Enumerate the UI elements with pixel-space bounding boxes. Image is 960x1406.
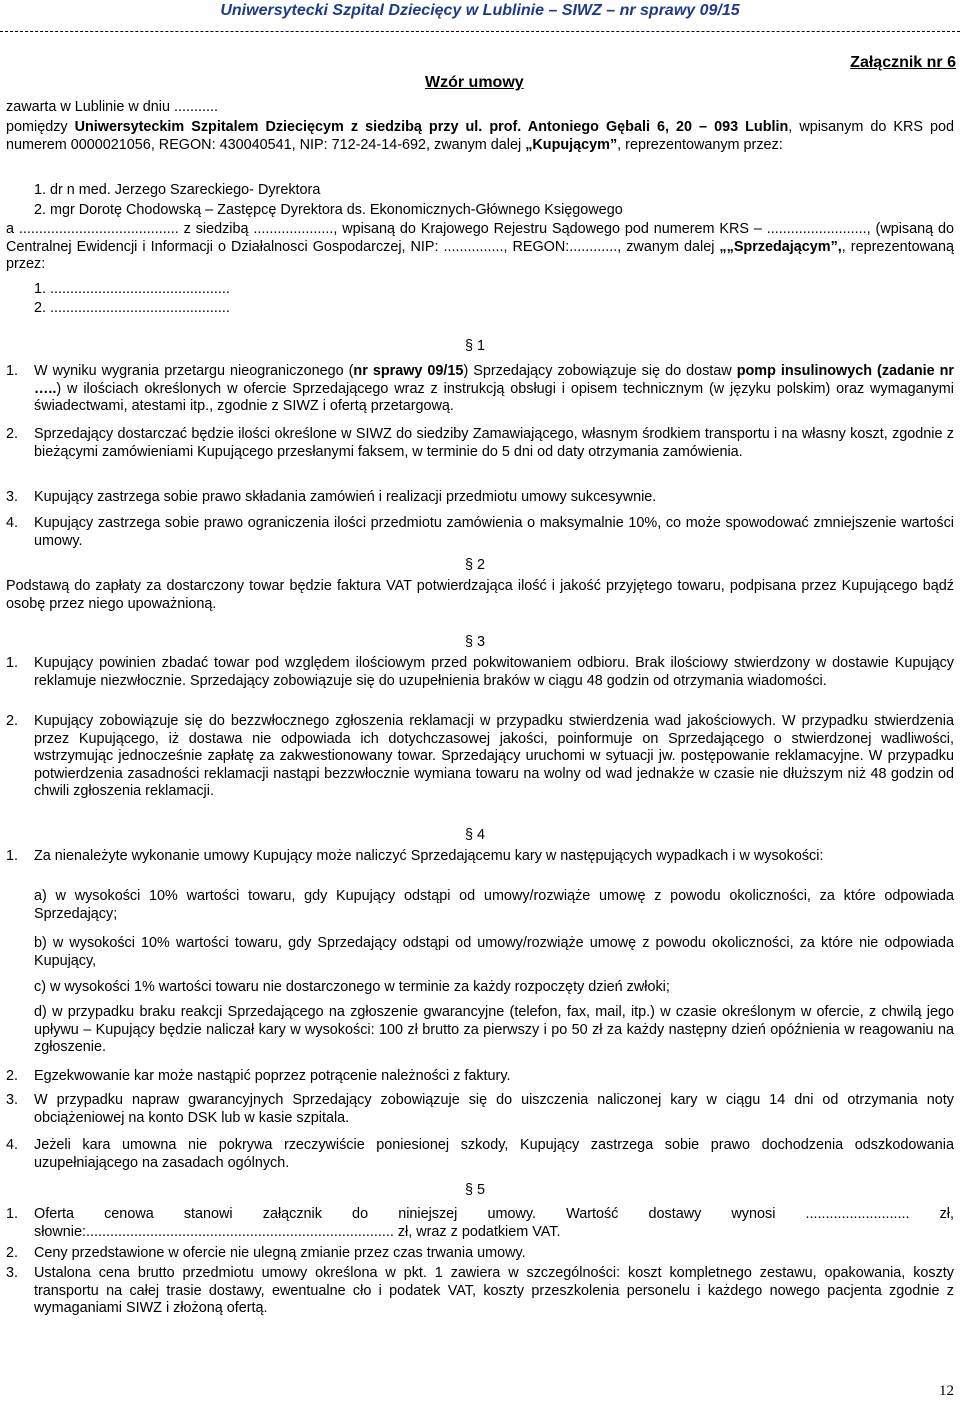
penalty-b: b) w wysokości 10% wartości towaru, gdy Sprzedający odstąpi od umowy/rozwiąże umowę z powodu okoliczności, za które nie odpowiada Kupujący, xyxy=(34,935,954,969)
seller-representative-2: 2. ............................................. xyxy=(34,300,230,316)
annex-label: Załącznik nr 6 xyxy=(850,54,956,71)
buyer-representative-2: 2. mgr Dorotę Chodowską – Zastępcę Dyrektora ds. Ekonomicznych-Głównego Księgowego xyxy=(34,202,623,218)
section-1-title: § 1 xyxy=(464,338,485,354)
section-5-paragraph-2: Ceny przedstawione w ofercie nie ulegną zmianie przez czas trwania umowy. xyxy=(34,1245,526,1261)
page-number: 12 xyxy=(939,1382,954,1399)
penalty-d: d) w przypadku braku reakcji Sprzedającego na zgłoszenie gwarancyjne (telefon, fax, mail, itp.) w czasie określonym w ofercie, z chwilą jego upływu – Kupujący będzie naliczał kary w wysokości: 100 zł brutto za pierwszy i po 50 zł za każdy następny dzień opóźnienia w reagowaniu na zgłoszenie. xyxy=(34,1004,954,1055)
penalty-a: a) w wysokości 10% wartości towaru, gdy Kupujący odstąpi od umowy/rozwiąże umowę z powodu okoliczności, za które odpowiada Sprzedający; xyxy=(34,888,954,922)
buyer-representative-1: 1. dr n med. Jerzego Szareckiego- Dyrektora xyxy=(34,182,321,198)
item-number: 2. xyxy=(6,1068,19,1084)
document-title: Wzór umowy xyxy=(425,74,524,91)
section-5-paragraph-3: Ustalona cena brutto przedmiotu umowy określona w pkt. 1 zawiera w szczególności: koszt kompletnego zestawu, opakowania, koszty transportu na całej trasie dostawy, ewentualne cło i podatek VAT, koszty przeszkolenia personelu i każdego nowego pacjenta zgodnie z wymaganiami SIWZ i złożoną ofertą. xyxy=(34,1265,954,1316)
item-number: 3. xyxy=(6,1092,19,1108)
item-number: 1. xyxy=(6,363,19,379)
item-number: 2. xyxy=(6,713,19,729)
penalty-c: c) w wysokości 1% wartości towaru nie dostarczonego w terminie za każdy rozpoczęty dzień zwłoki; xyxy=(34,979,670,995)
item-number: 1. xyxy=(6,1206,19,1222)
section-1-paragraph-2: Sprzedający dostarczać będzie ilości określone w SIWZ do siedziby Zamawiającego, własnym środkiem transportu i na własny koszt, zgodnie z bieżącymi zamówieniami Kupującego przesłanymi faksem, w terminie do 5 dni od daty otrzymania zamówienia. xyxy=(34,426,954,460)
section-3-title: § 3 xyxy=(464,634,485,650)
item-number: 4. xyxy=(6,1137,19,1153)
intro-date-line: zawarta w Lublinie w dniu ........... xyxy=(6,99,218,115)
section-4-paragraph-4: Jeżeli kara umowna nie pokrywa rzeczywiście poniesionej szkody, Kupujący zastrzega sobie prawo dochodzenia odszkodowania uzupełniającego na zasadach ogólnych. xyxy=(34,1137,954,1171)
item-number: 3. xyxy=(6,1265,19,1281)
running-header: Uniwersytecki Szpital Dziecięcy w Lublinie – SIWZ – nr sprawy 09/15 xyxy=(220,2,740,19)
item-number: 1. xyxy=(6,848,19,864)
section-4-title: § 4 xyxy=(464,827,485,843)
item-number: 1. xyxy=(6,655,19,671)
section-3-paragraph-1: Kupujący powinien zbadać towar pod względem ilościowym przed pokwitowaniem odbioru. Brak ilościowy stwierdzony w dostawie Kupujący reklamuje niezwłocznie. Sprzedający zobowiązuje się do uzupełnienia braków w ciągu 48 godzin od otrzymania wiadomości. xyxy=(34,655,954,689)
section-5-title: § 5 xyxy=(464,1182,485,1198)
section-5-paragraph-1: Oferta cenowa stanowi załącznik do niniejszej umowy. Wartość dostawy wynosi .......................... zł, słownie:............................................................................. zł, wraz z podatkiem VAT. xyxy=(34,1206,954,1240)
item-number: 2. xyxy=(6,426,19,442)
section-4-paragraph-2: Egzekwowanie kar może nastąpić poprzez potrącenie należności z faktury. xyxy=(34,1068,511,1084)
section-1-paragraph-4: Kupujący zastrzega sobie prawo ograniczenia ilości przedmiotu zamówienia o maksymalnie 10%, co może spowodować zmniejszenie wartości umowy. xyxy=(34,515,954,549)
section-4-paragraph-3: W przypadku napraw gwarancyjnych Sprzedający zobowiązuje się do uiszczenia naliczonej kary w ciągu 14 dni od otrzymania noty obciążeniowej na konto DSK lub w kasie szpitala. xyxy=(34,1092,954,1126)
header-divider xyxy=(0,31,960,32)
item-number: 4. xyxy=(6,515,19,531)
intro-parties: pomiędzy Uniwersyteckim Szpitalem Dziecięcym z siedzibą przy ul. prof. Antoniego Gębali 6, 20 – 093 Lublin, wpisanym do KRS pod numerem 0000021056, REGON: 430040541, NIP: 712-24-14-692, zwanym dalej „Kupującym”, reprezentowanym przez: xyxy=(6,119,954,153)
item-number: 2. xyxy=(6,1245,19,1261)
section-1-paragraph-3: Kupujący zastrzega sobie prawo składania zamówień i realizacji przedmiotu umowy sukcesywnie. xyxy=(34,489,657,505)
seller-description: a ........................................ z siedzibą ...................., wpisaną do Krajowego Rejestru Sądowego pod numerem KRS – ........................., (wpisaną do Centralnej Ewidencji i Informacji o Działalnosci Gospodarczej, NIP: ..............., REGON:............, zwanym dalej „„Sprzedającym”,, reprezentowaną przez: xyxy=(6,221,954,272)
section-2-title: § 2 xyxy=(464,557,485,573)
seller-representative-1: 1. ............................................. xyxy=(34,281,230,297)
section-2-paragraph: Podstawą do zapłaty za dostarczony towar będzie faktura VAT potwierdzająca ilość i jakość przyjętego towaru, podpisana przez Kupującego bądź osobę przez niego upoważnioną. xyxy=(6,578,954,612)
section-4-paragraph-1: Za nienależyte wykonanie umowy Kupujący może naliczyć Sprzedającemu kary w następujących wypadkach i w wysokości: xyxy=(34,848,824,864)
item-number: 3. xyxy=(6,489,19,505)
section-1-paragraph-1: W wyniku wygrania przetargu nieograniczonego (nr sprawy 09/15) Sprzedający zobowiązuje się do dostaw pomp insulinowych (zadanie nr …..) w ilościach określonych w ofercie Sprzedającego wraz z instrukcją obsługi i opisem technicznym (w języku polskim) oraz wymaganymi świadectwami, atestami itp., zgodnie z SIWZ i ofertą przetargową. xyxy=(34,363,955,414)
section-3-paragraph-2: Kupujący zobowiązuje się do bezzwłocznego zgłoszenia reklamacji w przypadku stwierdzenia wad jakościowych. W przypadku stwierdzenia przez Kupującego, iż dostawa nie odpowiada ich dotychczasowej jakości, poinformuje on Sprzedającego o stwierdzonej wadliwości, wstrzymując jednocześnie zapłatę za zakwestionowany towar. Sprzedający uruchomi w sytuacji jw. postępowanie reklamacyjne. W przypadku potwierdzenia zasadności reklamacji nastąpi bezzwłocznie wymiana towaru na wolny od wad jednakże w czasie nie dłuższym niż 48 godzin od chwili zgłoszenia reklamacji. xyxy=(34,713,954,799)
